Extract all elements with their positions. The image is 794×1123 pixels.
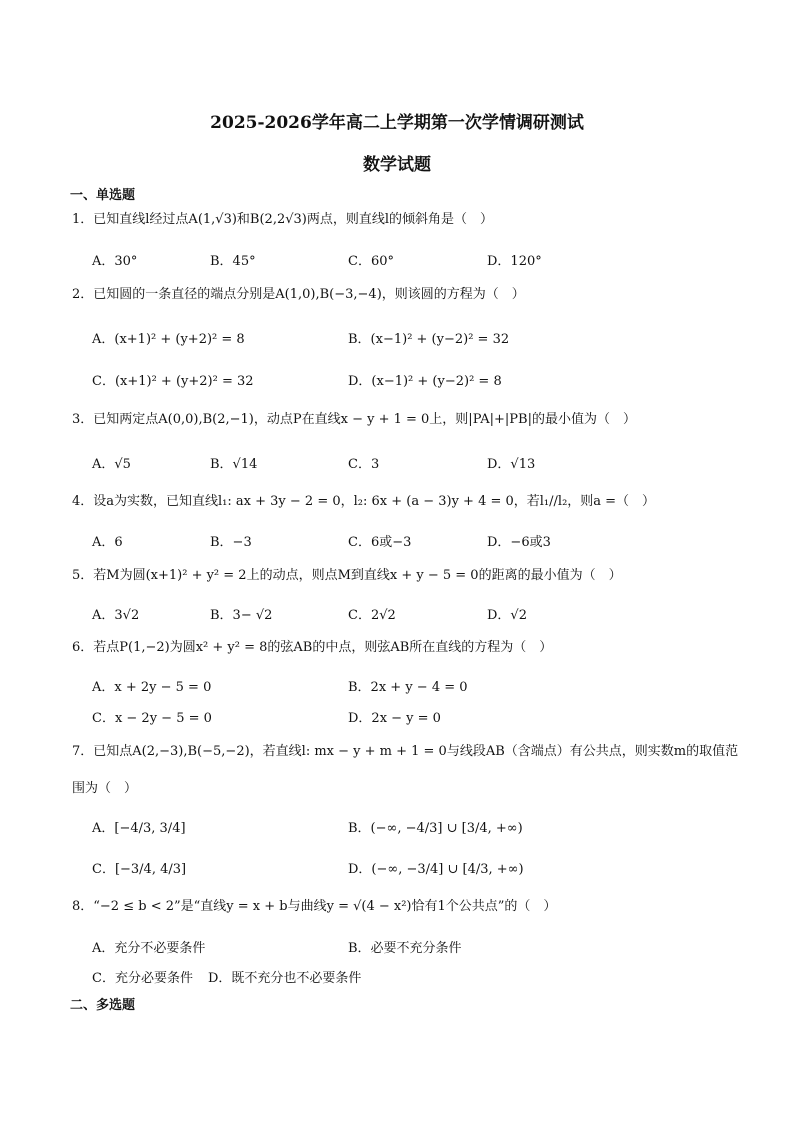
question-8-option-c: C．充分必要条件	[92, 971, 193, 986]
exam-title: 2025-2026学年高二上学期第一次学情调研测试	[210, 113, 584, 133]
question-6-option-c: C．x − 2y − 5 = 0	[92, 711, 212, 726]
question-5-option-a: A．3√2	[92, 608, 140, 623]
question-4-option-b: B．−3	[210, 535, 252, 550]
question-4-stem: 4．设a为实数，已知直线l₁: ax + 3y − 2 = 0，l₂: 6x + (a − 3)y + 4 = 0，若l₁//l₂，则a =（ ）	[72, 494, 656, 509]
exam-subtitle: 数学试题	[363, 155, 431, 175]
question-4-option-a: A．6	[92, 535, 123, 550]
question-3-stem: 3．已知两定点A(0,0),B(2,−1)，动点P在直线x − y + 1 = 0上，则|PA|+|PB|的最小值为（ ）	[72, 412, 636, 427]
section-multiple-choice: 二、多选题	[70, 998, 136, 1013]
question-1-option-d: D．120°	[487, 254, 542, 269]
question-4-option-d: D．−6或3	[487, 535, 551, 550]
question-3-option-d: D．√13	[487, 457, 536, 472]
question-5-option-c: C．2√2	[348, 608, 396, 623]
question-7-stem-continued: 围为（ ）	[72, 781, 138, 796]
question-3-option-a: A．√5	[92, 457, 131, 472]
section-single-choice: 一、单选题	[70, 188, 136, 203]
question-4-option-c: C．6或−3	[348, 535, 412, 550]
question-3-option-b: B．√14	[210, 457, 258, 472]
question-2-option-a: A．(x+1)² + (y+2)² = 8	[92, 332, 245, 347]
question-8-option-a: A．充分不必要条件	[92, 941, 206, 956]
question-6-option-a: A．x + 2y − 5 = 0	[92, 680, 212, 695]
question-7-option-c: C．[−3/4, 4/3]	[92, 862, 187, 877]
question-5-option-d: D．√2	[487, 608, 527, 623]
question-3-option-c: C．3	[348, 457, 380, 472]
question-7-stem: 7．已知点A(2,−3),B(−5,−2)，若直线l: mx − y + m + 1 = 0与线段AB（含端点）有公共点，则实数m的取值范	[72, 744, 739, 759]
question-6-option-d: D．2x − y = 0	[348, 711, 441, 726]
question-5-stem: 5．若M为圆(x+1)² + y² = 2上的动点，则点M到直线x + y − 5 = 0的距离的最小值为（ ）	[72, 568, 622, 583]
question-2-stem: 2．已知圆的一条直径的端点分别是A(1,0),B(−3,−4)，则该圆的方程为（ ）	[72, 287, 525, 302]
question-1-stem: 1．已知直线l经过点A(1,√3)和B(2,2√3)两点，则直线l的倾斜角是（ ）	[72, 212, 494, 227]
question-1-option-c: C．60°	[348, 254, 394, 269]
question-1-option-b: B．45°	[210, 254, 256, 269]
question-7-option-d: D．(−∞, −3/4] ∪ [4/3, +∞)	[348, 862, 524, 877]
question-2-option-d: D．(x−1)² + (y−2)² = 8	[348, 374, 502, 389]
question-7-option-b: B．(−∞, −4/3] ∪ [3/4, +∞)	[348, 821, 523, 836]
question-5-option-b: B．3− √2	[210, 608, 273, 623]
question-1-option-a: A．30°	[92, 254, 138, 269]
question-2-option-b: B．(x−1)² + (y−2)² = 32	[348, 332, 510, 347]
question-8-option-b: B．必要不充分条件	[348, 941, 462, 956]
question-6-stem: 6．若点P(1,−2)为圆x² + y² = 8的弦AB的中点，则弦AB所在直线的方程为（ ）	[72, 640, 553, 655]
question-8-option-d: D．既不充分也不必要条件	[208, 971, 362, 986]
question-6-option-b: B．2x + y − 4 = 0	[348, 680, 468, 695]
question-2-option-c: C．(x+1)² + (y+2)² = 32	[92, 374, 254, 389]
question-7-option-a: A．[−4/3, 3/4]	[92, 821, 186, 836]
question-8-stem: 8．“−2 ≤ b < 2”是“直线y = x + b与曲线y = √(4 − x²)恰有1个公共点”的（ ）	[72, 899, 557, 914]
